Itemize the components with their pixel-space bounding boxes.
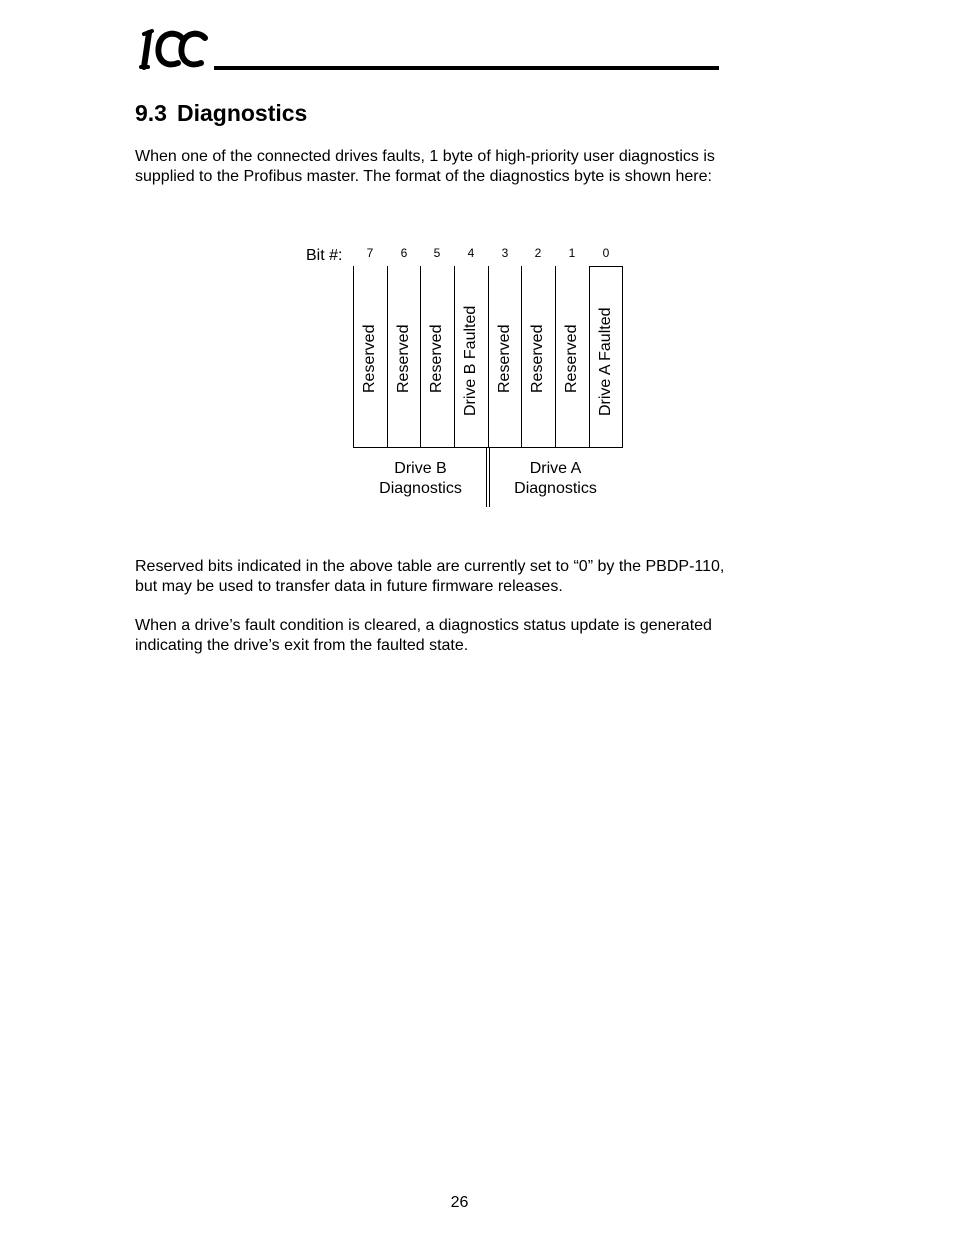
bit-cell-label: Drive A Faulted bbox=[597, 307, 614, 416]
bit-cell-5 bbox=[420, 283, 454, 433]
bit-cell-0 bbox=[589, 283, 623, 433]
bit-number-1: 1 bbox=[568, 246, 576, 260]
section-title-text: Diagnostics bbox=[176, 100, 308, 126]
bit-cell-label: Reserved bbox=[428, 324, 445, 393]
bit-cell-3 bbox=[488, 283, 522, 433]
bit-cell-4 bbox=[454, 283, 488, 433]
reserved-line-1: Reserved bits indicated in the above table are currently set to “0” by the PBDP-110, bbox=[135, 558, 725, 575]
bit-number-7: 7 bbox=[366, 246, 374, 260]
cleared-line-1: When a drive’s fault condition is cleared, a diagnostics status update is generated bbox=[135, 617, 712, 634]
page-number: 26 bbox=[450, 1194, 469, 1211]
bit-number-3: 3 bbox=[501, 246, 509, 260]
bit-cell-label: Reserved bbox=[361, 324, 378, 393]
intro-paragraph bbox=[135, 147, 795, 187]
bit-number-5: 5 bbox=[433, 246, 441, 260]
bit-number-4: 4 bbox=[467, 246, 475, 260]
bit-cell-label: Reserved bbox=[395, 324, 412, 393]
bit-number-0: 0 bbox=[602, 246, 610, 260]
bit-table-top-edge bbox=[589, 266, 623, 267]
icc-logo bbox=[138, 28, 210, 72]
drive-a-group-line-1: Drive A bbox=[529, 460, 582, 477]
header-rule bbox=[214, 66, 719, 70]
drive-b-group-line-2: Diagnostics bbox=[379, 480, 462, 497]
bit-cell-1 bbox=[555, 283, 589, 433]
section-number: 9.3 bbox=[135, 100, 167, 126]
cleared-line-2: indicating the drive’s exit from the faulted state. bbox=[135, 637, 469, 654]
intro-line-2: supplied to the Profibus master. The format of the diagnostics byte is shown here: bbox=[135, 168, 712, 185]
drive-a-group-line-2: Diagnostics bbox=[514, 480, 597, 497]
intro-line-1: When one of the connected drives faults, 1 byte of high-priority user diagnostics is bbox=[135, 148, 715, 165]
drive-a-group-label bbox=[488, 459, 623, 499]
bit-number-label: Bit #: bbox=[306, 247, 343, 264]
bit-cell-6 bbox=[387, 283, 421, 433]
bit-cell-label: Reserved bbox=[496, 324, 513, 393]
section-title bbox=[135, 99, 307, 127]
bit-cell-label: Drive B Faulted bbox=[462, 305, 479, 416]
reserved-bits-paragraph bbox=[135, 557, 795, 597]
bit-cell-2 bbox=[521, 283, 555, 433]
bit-cell-label: Reserved bbox=[563, 324, 580, 393]
bit-number-2: 2 bbox=[534, 246, 542, 260]
fault-cleared-paragraph bbox=[135, 616, 795, 656]
bit-number-6: 6 bbox=[400, 246, 408, 260]
drive-b-group-line-1: Drive B bbox=[394, 460, 447, 477]
reserved-line-2: but may be used to transfer data in future firmware releases. bbox=[135, 578, 563, 595]
bit-cell-label: Reserved bbox=[529, 324, 546, 393]
bit-cell-7 bbox=[353, 283, 387, 433]
drive-b-group-label bbox=[353, 459, 488, 499]
